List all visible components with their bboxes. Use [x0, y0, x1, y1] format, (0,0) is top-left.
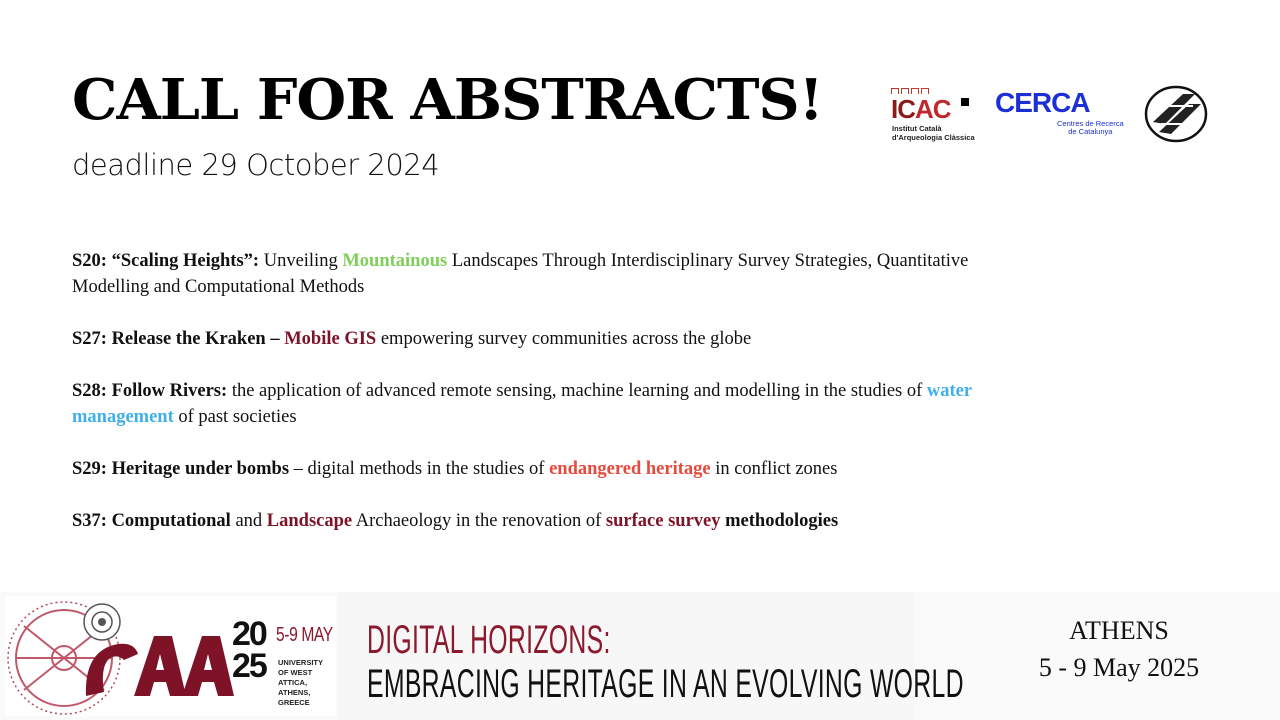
event-city: ATHENS [1069, 616, 1169, 645]
greek-society-emblem-icon [1143, 84, 1209, 144]
sessions-list [72, 248, 1002, 560]
page-title: CALL FOR ABSTRACTS! [72, 67, 823, 133]
keyword-highlight: water management [72, 381, 972, 427]
keyword-highlight: endangered heritage [549, 459, 711, 479]
event-dates: 5 - 9 May 2025 [1038, 653, 1200, 682]
theme-line-2: EMBRACING HERITAGE IN AN EVOLVING WORLD [367, 662, 964, 706]
icac-wordmark: ICAC [891, 94, 951, 124]
conference-theme [337, 592, 964, 720]
session-code: S28: Follow Rivers: [72, 381, 228, 401]
session-s20: S20: “Scaling Heights”: Unveiling Mountainous Landscapes Through Interdisciplinary Survey Strategies, Quantitative Modelling and Computational Methods [72, 251, 969, 297]
banner-dates: 5-9 MAY [276, 624, 333, 646]
year-label: 20 25 [232, 615, 266, 685]
event-info [1000, 612, 1238, 686]
cerca-wordmark: CERCA [995, 87, 1090, 118]
keyword-highlight: Landscape [266, 511, 353, 531]
theme-line-1: DIGITAL HORIZONS: [367, 618, 611, 662]
cerca-logo [995, 88, 1127, 138]
session-code: S37: Computational [72, 511, 231, 531]
conference-banner [0, 592, 1280, 720]
session-s29: S29: Heritage under bombs – digital methods in the studies of endangered heritage in conflict zones [72, 459, 838, 479]
deadline-subtitle: deadline 29 October 2024 [72, 148, 440, 182]
session-code: S27: Release the Kraken – [72, 329, 280, 349]
partner-logos [885, 82, 1215, 146]
keyword-highlight: surface survey [605, 511, 721, 531]
keyword-highlight: Mobile GIS [284, 329, 377, 349]
icac-logo [891, 88, 981, 142]
icac-subtitle: Institut Català d'Arqueologia Clàssica [892, 124, 975, 142]
cerca-subtitle: Centres de Recerca de Catalunya [1057, 119, 1124, 136]
university-label: UNIVERSITY OF WEST ATTICA, ATHENS, GREECE [278, 658, 324, 707]
session-s28: S28: Follow Rivers: the application of advanced remote sensing, machine learning and modelling in the studies of water management of past societies [72, 381, 972, 427]
caa-2025-logo [6, 596, 336, 716]
session-s37: S37: Computational and Landscape Archaeology in the renovation of surface survey methodologies [72, 511, 839, 531]
session-s27: S27: Release the Kraken – Mobile GIS empowering survey communities across the globe [72, 329, 752, 349]
icac-square-icon [961, 98, 969, 106]
session-code: S20: “Scaling Heights”: [72, 251, 260, 271]
keyword-highlight: Mountainous [342, 251, 448, 271]
session-code: S29: Heritage under bombs [72, 459, 290, 479]
caa-logo-icon [6, 596, 236, 716]
